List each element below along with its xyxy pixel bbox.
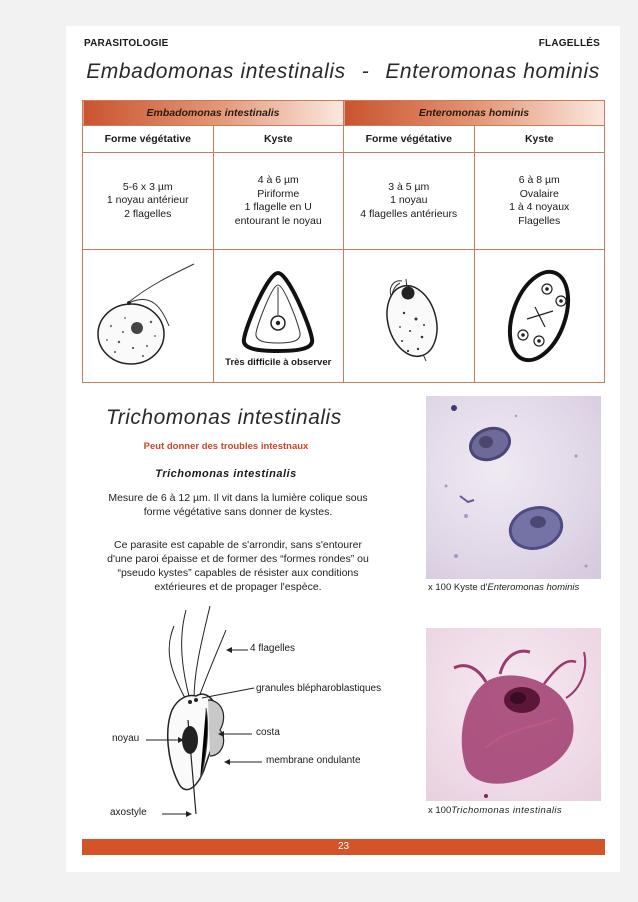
micrograph-trichomonas — [426, 628, 601, 801]
photo-caption-1 — [428, 582, 579, 593]
desc-line: 4 à 6 µm — [257, 174, 299, 186]
desc-line: 1 flagelle en U — [244, 201, 312, 213]
page-number-bar: 23 — [82, 839, 605, 855]
col-header: Kyste — [213, 126, 344, 153]
drawing-cell — [474, 250, 605, 383]
enteromonas-trophozoite-drawing — [364, 261, 454, 371]
desc-line: Piriforme — [257, 187, 300, 200]
desc-line: Ovalaire — [519, 187, 559, 200]
desc-cell-enteromonas-vegetative — [344, 153, 475, 250]
label-flagella: 4 flagelles — [250, 643, 296, 654]
desc-cell-enteromonas-cyst — [474, 153, 605, 250]
photo-caption-2 — [428, 805, 562, 816]
desc-line: 3 à 5 µm — [388, 180, 430, 193]
label-undulating-membrane: membrane ondulante — [266, 755, 361, 766]
desc-line: 1 noyau antérieur — [106, 194, 189, 207]
text-line: extérieures et de propager l'espèce. — [154, 581, 322, 593]
header-section: PARASITOLOGIE — [84, 38, 169, 49]
observation-note: Très difficile à observer — [225, 356, 332, 368]
desc-line: entourant le noyau — [234, 214, 322, 227]
embadomonas-cyst-drawing — [228, 265, 328, 355]
desc-cell-embadomonas-cyst — [213, 153, 344, 250]
group-header-embadomonas: Embadomonas intestinalis — [83, 101, 344, 126]
group-header-enteromonas: Enteromonas hominis — [344, 101, 605, 126]
title-left: Embadomonas intestinalis — [86, 60, 346, 83]
caption-prefix: x 100 Kyste d' — [428, 582, 488, 593]
header-topic: FLAGELLÉS — [538, 38, 600, 49]
paragraph-pseudo-cyst — [78, 538, 398, 594]
title-right: Enteromonas hominis — [385, 60, 600, 83]
enteromonas-cyst-drawing — [499, 261, 579, 371]
desc-cell-embadomonas-vegetative — [83, 153, 214, 250]
col-header: Forme végétative — [344, 126, 475, 153]
text-line: forme végétative sans donner de kystes. — [143, 506, 333, 518]
desc-line: 5-6 x 3 µm — [122, 180, 173, 193]
paragraph-size — [78, 491, 398, 519]
caption-species: Trichomonas intestinalis — [451, 805, 563, 816]
micrograph-enteromonas-cyst — [426, 396, 601, 579]
col-header: Forme végétative — [83, 126, 214, 153]
desc-line: 2 flagelles — [124, 207, 172, 220]
comparison-table — [82, 100, 605, 383]
desc-line: 1 à 4 noyaux — [509, 201, 570, 213]
label-granules: granules blépharoblastiques — [256, 683, 382, 694]
desc-line: 1 noyau — [390, 194, 428, 207]
drawing-cell — [213, 250, 344, 383]
desc-line: 4 flagelles antérieurs — [360, 207, 458, 220]
trichomonas-diagram — [86, 600, 406, 830]
text-line: d'une paroi épaisse et de former des “formes rondes” ou — [107, 553, 369, 565]
caption-species: Enteromonas hominis — [487, 582, 580, 593]
title-separator: - — [361, 60, 370, 83]
page — [66, 26, 620, 872]
label-costa: costa — [256, 727, 280, 738]
desc-line: 6 à 8 µm — [518, 174, 560, 186]
text-line: “pseudo kystes” capables de résister aux conditions — [117, 567, 359, 579]
embadomonas-trophozoite-drawing — [89, 256, 207, 376]
drawing-cell — [83, 250, 214, 383]
drawing-cell — [344, 250, 475, 383]
text-line: Mesure de 6 à 12 µm. Il vit dans la lumière colique sous — [108, 492, 368, 504]
caption-prefix: x 100 — [428, 805, 452, 816]
page-title — [66, 60, 620, 84]
section-subheading: Trichomonas intestinalis — [155, 468, 297, 480]
label-axostyle: axostyle — [110, 807, 147, 818]
section-subtitle: Peut donner des troubles intestnaux — [143, 441, 309, 452]
label-nucleus: noyau — [112, 733, 140, 744]
desc-line: Flagelles — [518, 214, 561, 227]
col-header: Kyste — [474, 126, 605, 153]
section-title: Trichomonas intestinalis — [106, 406, 342, 429]
text-line: Ce parasite est capable de s'arrondir, sans s'entourer — [114, 539, 362, 551]
